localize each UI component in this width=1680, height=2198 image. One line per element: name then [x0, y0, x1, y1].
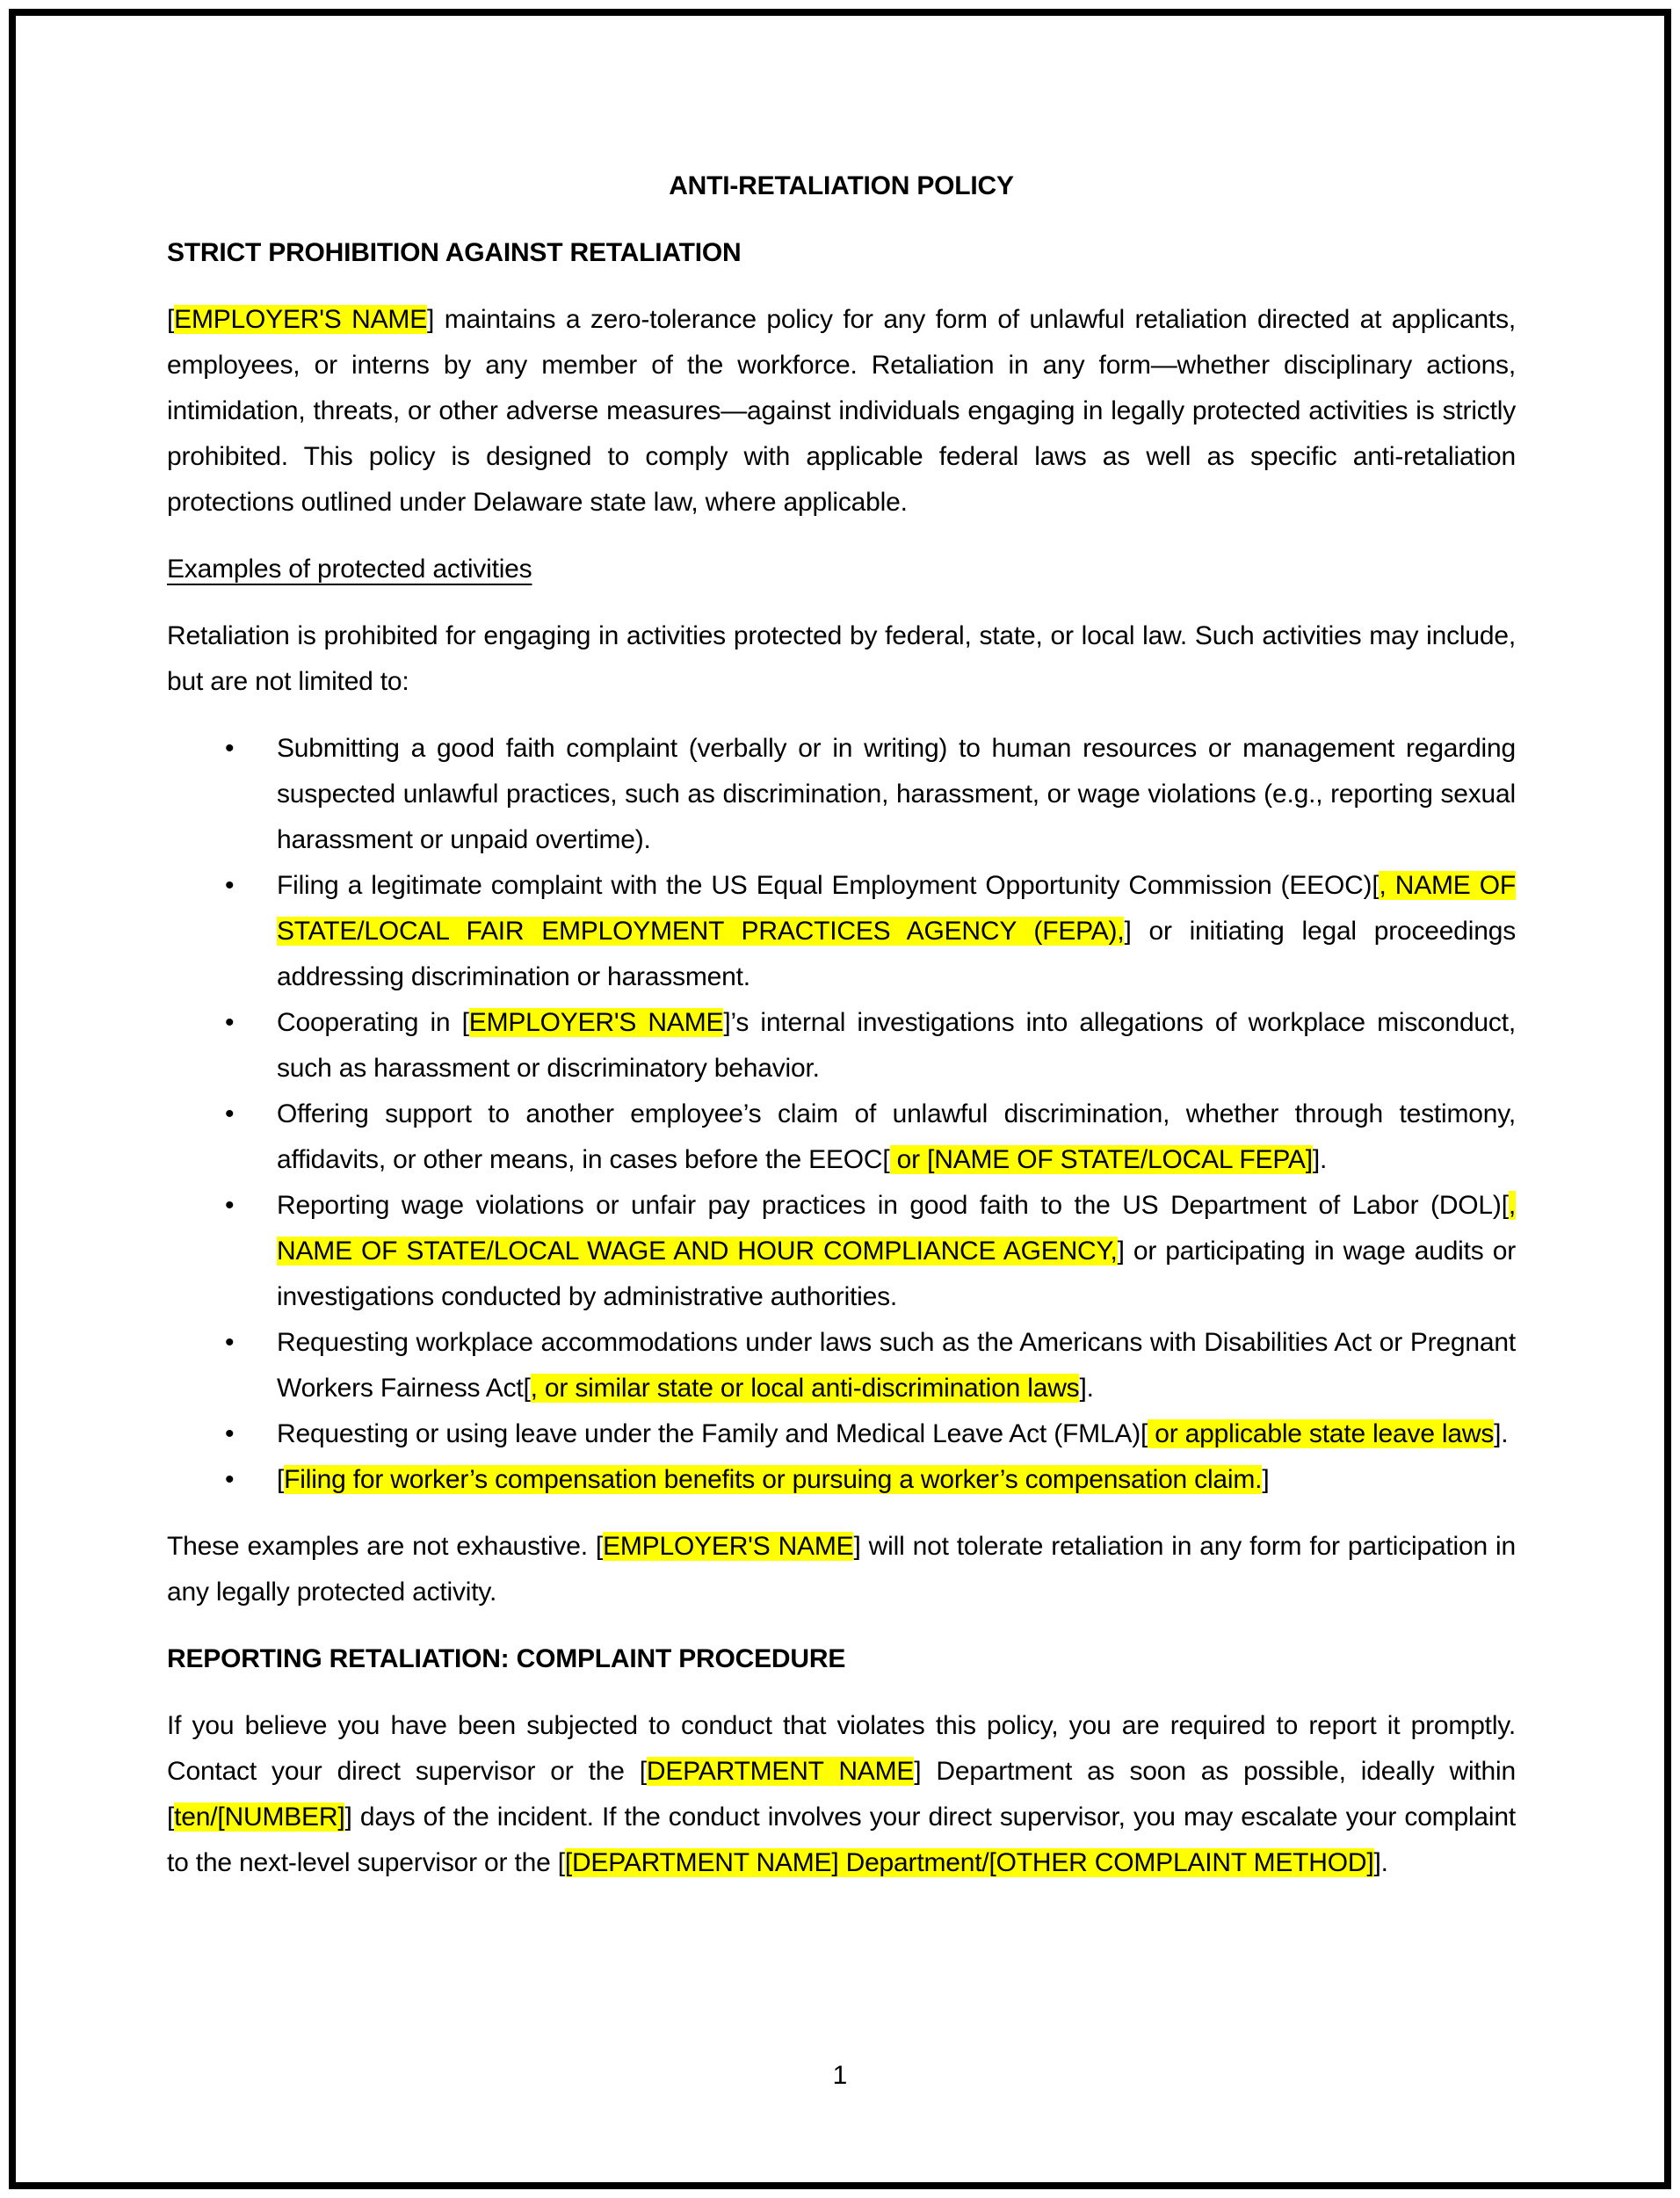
text-run: ] Department as soon as possible, ideally within [: [167, 1757, 1516, 1832]
text-run: Filing a legitimate complaint with the US Equal Employment Opportunity Commission (EEOC)[: [277, 871, 1379, 900]
text-run: Reporting wage violations or unfair pay practices in good faith to the US Department of Labor (DOL)[: [277, 1191, 1509, 1220]
text-run: ].: [1494, 1419, 1509, 1448]
text-run: If you believe you have been subjected to conduct that violates this policy, you are required to report it promptly. Contact your direct supervisor or the [: [167, 1711, 1516, 1786]
placeholder-highlight: or applicable state leave laws: [1148, 1419, 1495, 1448]
section-heading: REPORTING RETALIATION: COMPLAINT PROCEDURE: [167, 1644, 846, 1673]
text-run: ] or participating in wage audits or investigations conducted by administrative authorities.: [277, 1237, 1516, 1311]
text-run: ] maintains a zero-tolerance policy for any form of unlawful retaliation directed at applicants, employees, or interns by any member of the workforce. Retaliation in any form—whether disciplinary actions, intimidation, threats, or other adverse measures—against individuals engaging in legally protected activities is strictly prohibited. This policy is designed to comply with applicable federal laws as well as specific anti-retaliation protections outlined under Delaware state law, where applicable.: [167, 305, 1516, 517]
list-item: [167, 1183, 1516, 1320]
text-run: [: [167, 305, 175, 334]
paragraph: [167, 297, 1516, 526]
placeholder-highlight: EMPLOYER'S NAME: [603, 1532, 854, 1561]
text-run: ] will not tolerate retaliation in any form for participation in any legally protected activity.: [167, 1532, 1517, 1607]
text-run: Submitting a good faith complaint (verbally or in writing) to human resources or management regarding suspected unlawful practices, such as discrimination, harassment, or wage violations (e.g., reporting sexual harassment or unpaid overtime).: [277, 734, 1516, 854]
document-content: [167, 163, 1516, 1907]
placeholder-highlight: DEPARTMENT NAME: [646, 1757, 915, 1786]
list-item: [167, 726, 1516, 863]
list-item: [167, 1092, 1516, 1183]
placeholder-highlight: EMPLOYER'S NAME: [174, 305, 428, 334]
subsection-heading-text: Examples of protected activities: [167, 555, 532, 584]
bullet-list: [167, 726, 1516, 1503]
document-title: ANTI-RETALIATION POLICY: [669, 171, 1014, 200]
list-item: [167, 1000, 1516, 1092]
list-item: [167, 1457, 1516, 1503]
section-heading: STRICT PROHIBITION AGAINST RETALIATION: [167, 238, 742, 267]
text-run: [: [277, 1465, 285, 1494]
placeholder-highlight: Filing for worker’s compensation benefits or pursuing a worker’s compensation claim.: [284, 1465, 1263, 1494]
text-run: Retaliation is prohibited for engaging in activities protected by federal, state, or local law. Such activities may include, but are not limited to:: [167, 621, 1516, 696]
list-item: [167, 863, 1516, 1000]
paragraph: [167, 1703, 1516, 1886]
subsection-heading: [167, 547, 1516, 592]
placeholder-highlight: ten/[NUMBER]: [174, 1803, 345, 1832]
text-run: Offering support to another employee’s claim of unlawful discrimination, whether through testimony, affidavits, or other means, in cases before the EEOC[: [277, 1099, 1516, 1174]
list-item: [167, 1411, 1516, 1457]
placeholder-highlight: , NAME OF STATE/LOCAL WAGE AND HOUR COMPLIANCE AGENCY,: [277, 1191, 1516, 1266]
placeholder-highlight: , or similar state or local anti-discrimination laws: [530, 1374, 1080, 1403]
text-run: Requesting or using leave under the Family and Medical Leave Act (FMLA)[: [277, 1419, 1148, 1448]
text-run: Cooperating in [: [277, 1008, 469, 1037]
text-run: ].: [1079, 1374, 1094, 1403]
text-run: ]’s internal investigations into allegations of workplace misconduct, such as harassment or discriminatory behavior.: [277, 1008, 1516, 1083]
text-run: These examples are not exhaustive. [: [167, 1532, 604, 1561]
placeholder-highlight: EMPLOYER'S NAME: [468, 1008, 724, 1037]
text-run: ]: [1262, 1465, 1270, 1494]
paragraph: [167, 1524, 1516, 1615]
text-run: ].: [1312, 1145, 1328, 1174]
placeholder-highlight: or [NAME OF STATE/LOCAL FEPA]: [889, 1145, 1313, 1174]
placeholder-highlight: , NAME OF STATE/LOCAL FAIR EMPLOYMENT PRACTICES AGENCY (FEPA),: [277, 871, 1516, 946]
text-run: ] or initiating legal proceedings addressing discrimination or harassment.: [277, 917, 1516, 991]
text-run: ] days of the incident. If the conduct involves your direct supervisor, you may escalate your complaint to the next-level supervisor or the [: [167, 1803, 1516, 1877]
list-item: [167, 1320, 1516, 1411]
text-run: Requesting workplace accommodations under laws such as the Americans with Disabilities Act or Pregnant Workers Fairness Act[: [277, 1328, 1516, 1403]
page-number: 1: [832, 2061, 848, 2090]
text-run: ].: [1373, 1848, 1388, 1877]
paragraph: [167, 613, 1516, 705]
placeholder-highlight: [DEPARTMENT NAME] Department/[OTHER COMPLAINT METHOD]: [564, 1848, 1374, 1877]
